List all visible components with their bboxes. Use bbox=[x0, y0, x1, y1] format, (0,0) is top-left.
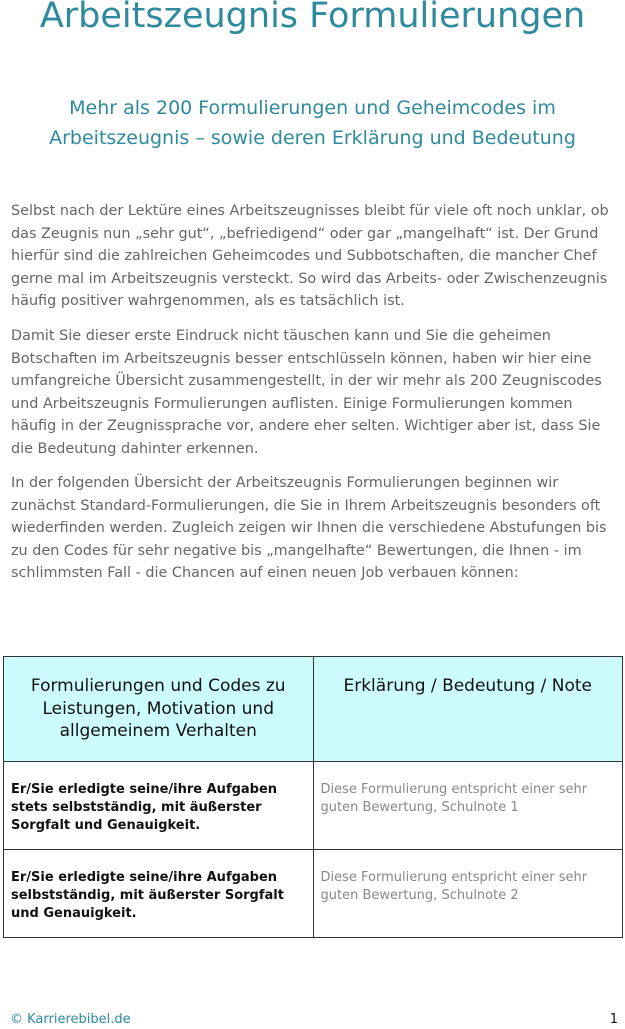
table-cell-meaning-text: Diese Formulierung entspricht einer sehr guten Bewertung, Schulnote 2 bbox=[320, 870, 588, 903]
document-title: Arbeitszeugnis Formulierungen bbox=[39, 0, 586, 36]
table-header-formulations-label: Formulierungen und Codes zu Leistungen, Motivation und allgemeinem Verhalten bbox=[30, 676, 286, 741]
intro-paragraph-3: In der folgenden Übersicht der Arbeitszeugnis Formulierungen beginnen wir zunächst Standard-Formulierungen, die Sie in Ihrem Arbeitszeugnis besonders oft wiederfinden werden. Zugleich zeigen wir Ihnen die verschiedene Abstufungen bis zu den Codes für sehr negative bis „mangelhafte“ Bewertungen, die Ihnen - im schlimmsten Fall - die Chancen auf einen neuen Job verbauen können: bbox=[11, 475, 607, 581]
table-header-formulations bbox=[4, 657, 314, 762]
intro-paragraph-1: Selbst nach der Lektüre eines Arbeitszeugnisses bleibt für viele oft noch unklar, ob das Zeugnis nun „sehr gut“, „befriedigend“ oder gar „mangelhaft“ ist. Der Grund hierfür sind die zahlreichen Geheimcodes und Subbotschaften, die mancher Chef gerne mal im Arbeitszeugnis versteckt. So wird das Arbeits- oder Zwischenzeugnis häufig positiver wahrgenommen, als es tatsächlich ist. bbox=[11, 203, 609, 309]
table-row bbox=[4, 850, 623, 938]
table-cell-phrase bbox=[4, 850, 314, 938]
table-cell-phrase-text: Er/Sie erledigte seine/ihre Aufgaben stets selbstständig, mit äußerster Sorgfalt und Genauigkeit. bbox=[11, 782, 278, 833]
table-row bbox=[4, 762, 623, 850]
intro-paragraph-2: Damit Sie dieser erste Eindruck nicht täuschen kann und Sie die geheimen Botschaften im Arbeitszeugnis besser entschlüsseln können, haben wir hier eine umfangreiche Übersicht zusammengestellt, in der wir mehr als 200 Zeugniscodes und Arbeitszeugnis Formulierungen auflisten. Einige Formulierungen kommen häufig in der Zeugnissprache vor, andere eher selten. Wichtiger aber ist, dass Sie die Bedeutung dahinter erkennen. bbox=[11, 328, 602, 457]
table-header-meaning-label: Erklärung / Bedeutung / Note bbox=[343, 676, 592, 696]
table-header-meaning bbox=[313, 657, 623, 762]
table-cell-phrase-text: Er/Sie erledigte seine/ihre Aufgaben selbstständig, mit äußerster Sorgfalt und Genauigkeit. bbox=[11, 870, 284, 921]
footer-copyright[interactable]: © Karrierebibel.de bbox=[10, 1012, 131, 1027]
table-cell-meaning bbox=[313, 762, 623, 850]
table-cell-meaning-text: Diese Formulierung entspricht einer sehr guten Bewertung, Schulnote 1 bbox=[320, 782, 588, 815]
table-cell-meaning bbox=[313, 850, 623, 938]
document-subtitle: Mehr als 200 Formulierungen und Geheimcodes im Arbeitszeugnis – sowie deren Erklärung und Bedeutung bbox=[49, 97, 576, 149]
formulations-table bbox=[3, 656, 623, 938]
footer-page-number: 1 bbox=[609, 1012, 618, 1027]
table-header-row bbox=[4, 657, 623, 762]
table-cell-phrase bbox=[4, 762, 314, 850]
